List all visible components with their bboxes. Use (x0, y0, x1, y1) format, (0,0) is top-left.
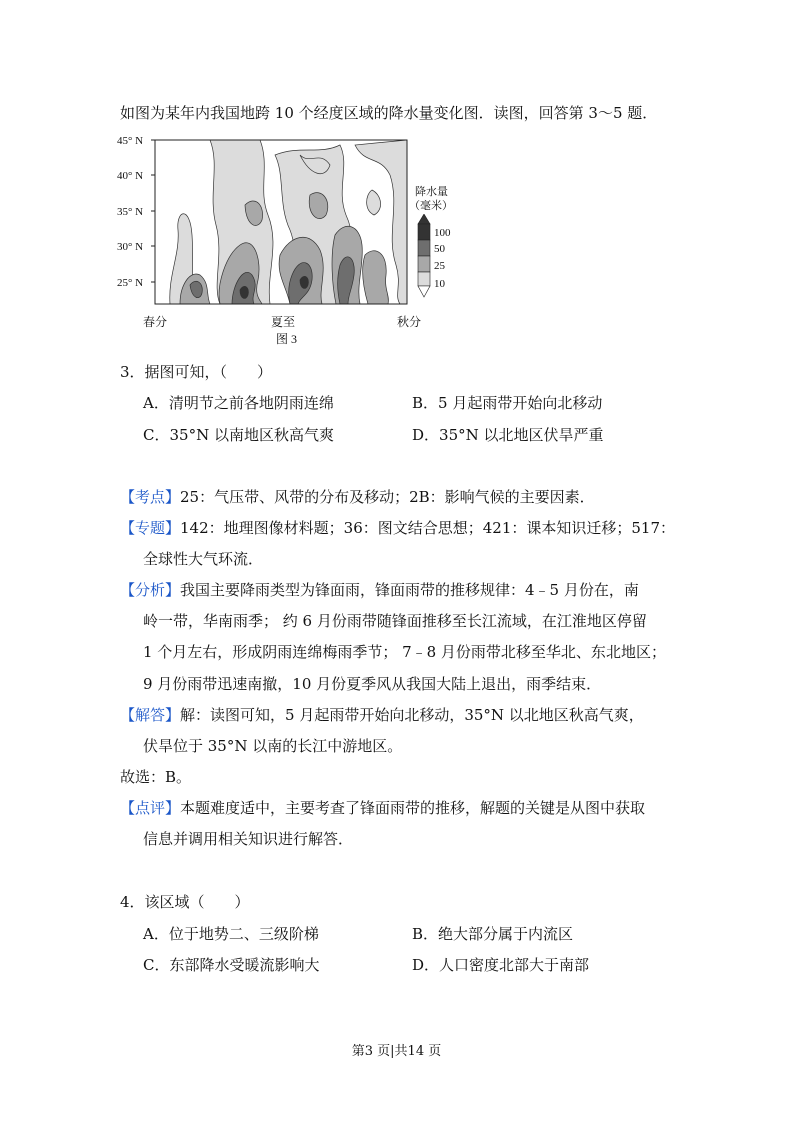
y-tick-35: 35° N (117, 206, 144, 218)
dianping-text-2: 信息并调用相关知识进行解答． (143, 830, 354, 848)
q3-option-d: D．35°N 以北地区伏旱严重 (412, 426, 604, 444)
kaodian-row (120, 487, 595, 507)
fenxi-tag: 【分析】 (120, 581, 181, 599)
q3-option-a: A．清明节之前各地阴雨连绵 (143, 394, 334, 412)
q3-option-b: B．5 月起雨带开始向北移动 (412, 394, 603, 412)
fenxi-text-1: 我国主要降雨类型为锋面雨，锋面雨带的推移规律：4﹣5 月份在，南 (180, 581, 639, 599)
q4-option-d: D．人口密度北部大于南部 (412, 956, 590, 974)
zhuanti-text-2: 全球性大气环流． (143, 550, 264, 568)
jieda-row (120, 705, 644, 725)
dianping-row (120, 798, 645, 818)
dianping-text-1: 本题难度适中，主要考查了锋面雨带的推移，解题的关键是从图中获取 (180, 799, 646, 817)
figure-caption: 图 3 (276, 332, 298, 346)
jieda-text-2: 伏旱位于 35°N 以南的长江中游地区。 (143, 737, 403, 755)
fenxi-row (120, 580, 639, 600)
x-tick-summer: 夏至 (271, 315, 296, 329)
q4-option-a: A．位于地势二、三级阶梯 (143, 925, 319, 943)
y-tick-30: 30° N (117, 241, 144, 253)
zhuanti-tag: 【专题】 (120, 519, 181, 537)
contour-map (150, 135, 412, 309)
legend-value-100: 100 (434, 227, 451, 239)
intro-text: 如图为某年内我国地跨 10 个经度区域的降水量变化图．读图，回答第 3～5 题． (120, 104, 658, 122)
legend-title-2: （毫米） (409, 200, 453, 212)
legend-title-1: 降水量 (415, 186, 448, 198)
legend-scale (417, 214, 431, 298)
legend-value-25: 25 (434, 260, 445, 272)
fenxi-text-2: 岭一带，华南雨季； 约 6 月份雨带随锋面推移至长江流域，在江淮地区停留 (143, 612, 647, 630)
x-tick-autumn: 秋分 (397, 315, 422, 329)
zhuanti-row (120, 518, 675, 538)
q4-option-b: B．绝大部分属于内流区 (412, 925, 574, 943)
fenxi-text-3: 1 个月左右，形成阴雨连绵梅雨季节； 7﹣8 月份雨带北移至华北、东北地区； (143, 643, 666, 661)
legend-value-10: 10 (434, 278, 445, 290)
answer-line: 故选：B。 (120, 768, 192, 786)
kaodian-tag: 【考点】 (120, 488, 181, 506)
page-footer: 第3 页|共14 页 (351, 1044, 442, 1059)
x-tick-spring: 春分 (143, 315, 168, 329)
jieda-text-1: 解：读图可知，5 月起雨带开始向北移动，35°N 以北地区秋高气爽， (180, 706, 644, 724)
fenxi-text-4: 9 月份雨带迅速南撤，10 月份夏季风从我国大陆上退出，雨季结束． (143, 675, 602, 693)
y-tick-25: 25° N (117, 277, 144, 289)
zhuanti-text-1: 142：地理图像材料题；36：图文结合思想；421：课本知识迁移；517： (180, 519, 675, 537)
y-tick-45: 45° N (117, 135, 144, 147)
legend-value-50: 50 (434, 243, 445, 255)
jieda-tag: 【解答】 (120, 706, 181, 724)
dianping-tag: 【点评】 (120, 799, 181, 817)
q3-option-c: C．35°N 以南地区秋高气爽 (143, 426, 334, 444)
y-tick-40: 40° N (117, 170, 144, 182)
q4-stem: 4．该区域（ ） (120, 893, 250, 911)
kaodian-text: 25：气压带、风带的分布及移动；2B：影响气候的主要因素． (180, 488, 595, 506)
q3-stem: 3．据图可知，（ ） (120, 363, 273, 381)
q4-option-c: C．东部降水受暖流影响大 (143, 956, 320, 974)
